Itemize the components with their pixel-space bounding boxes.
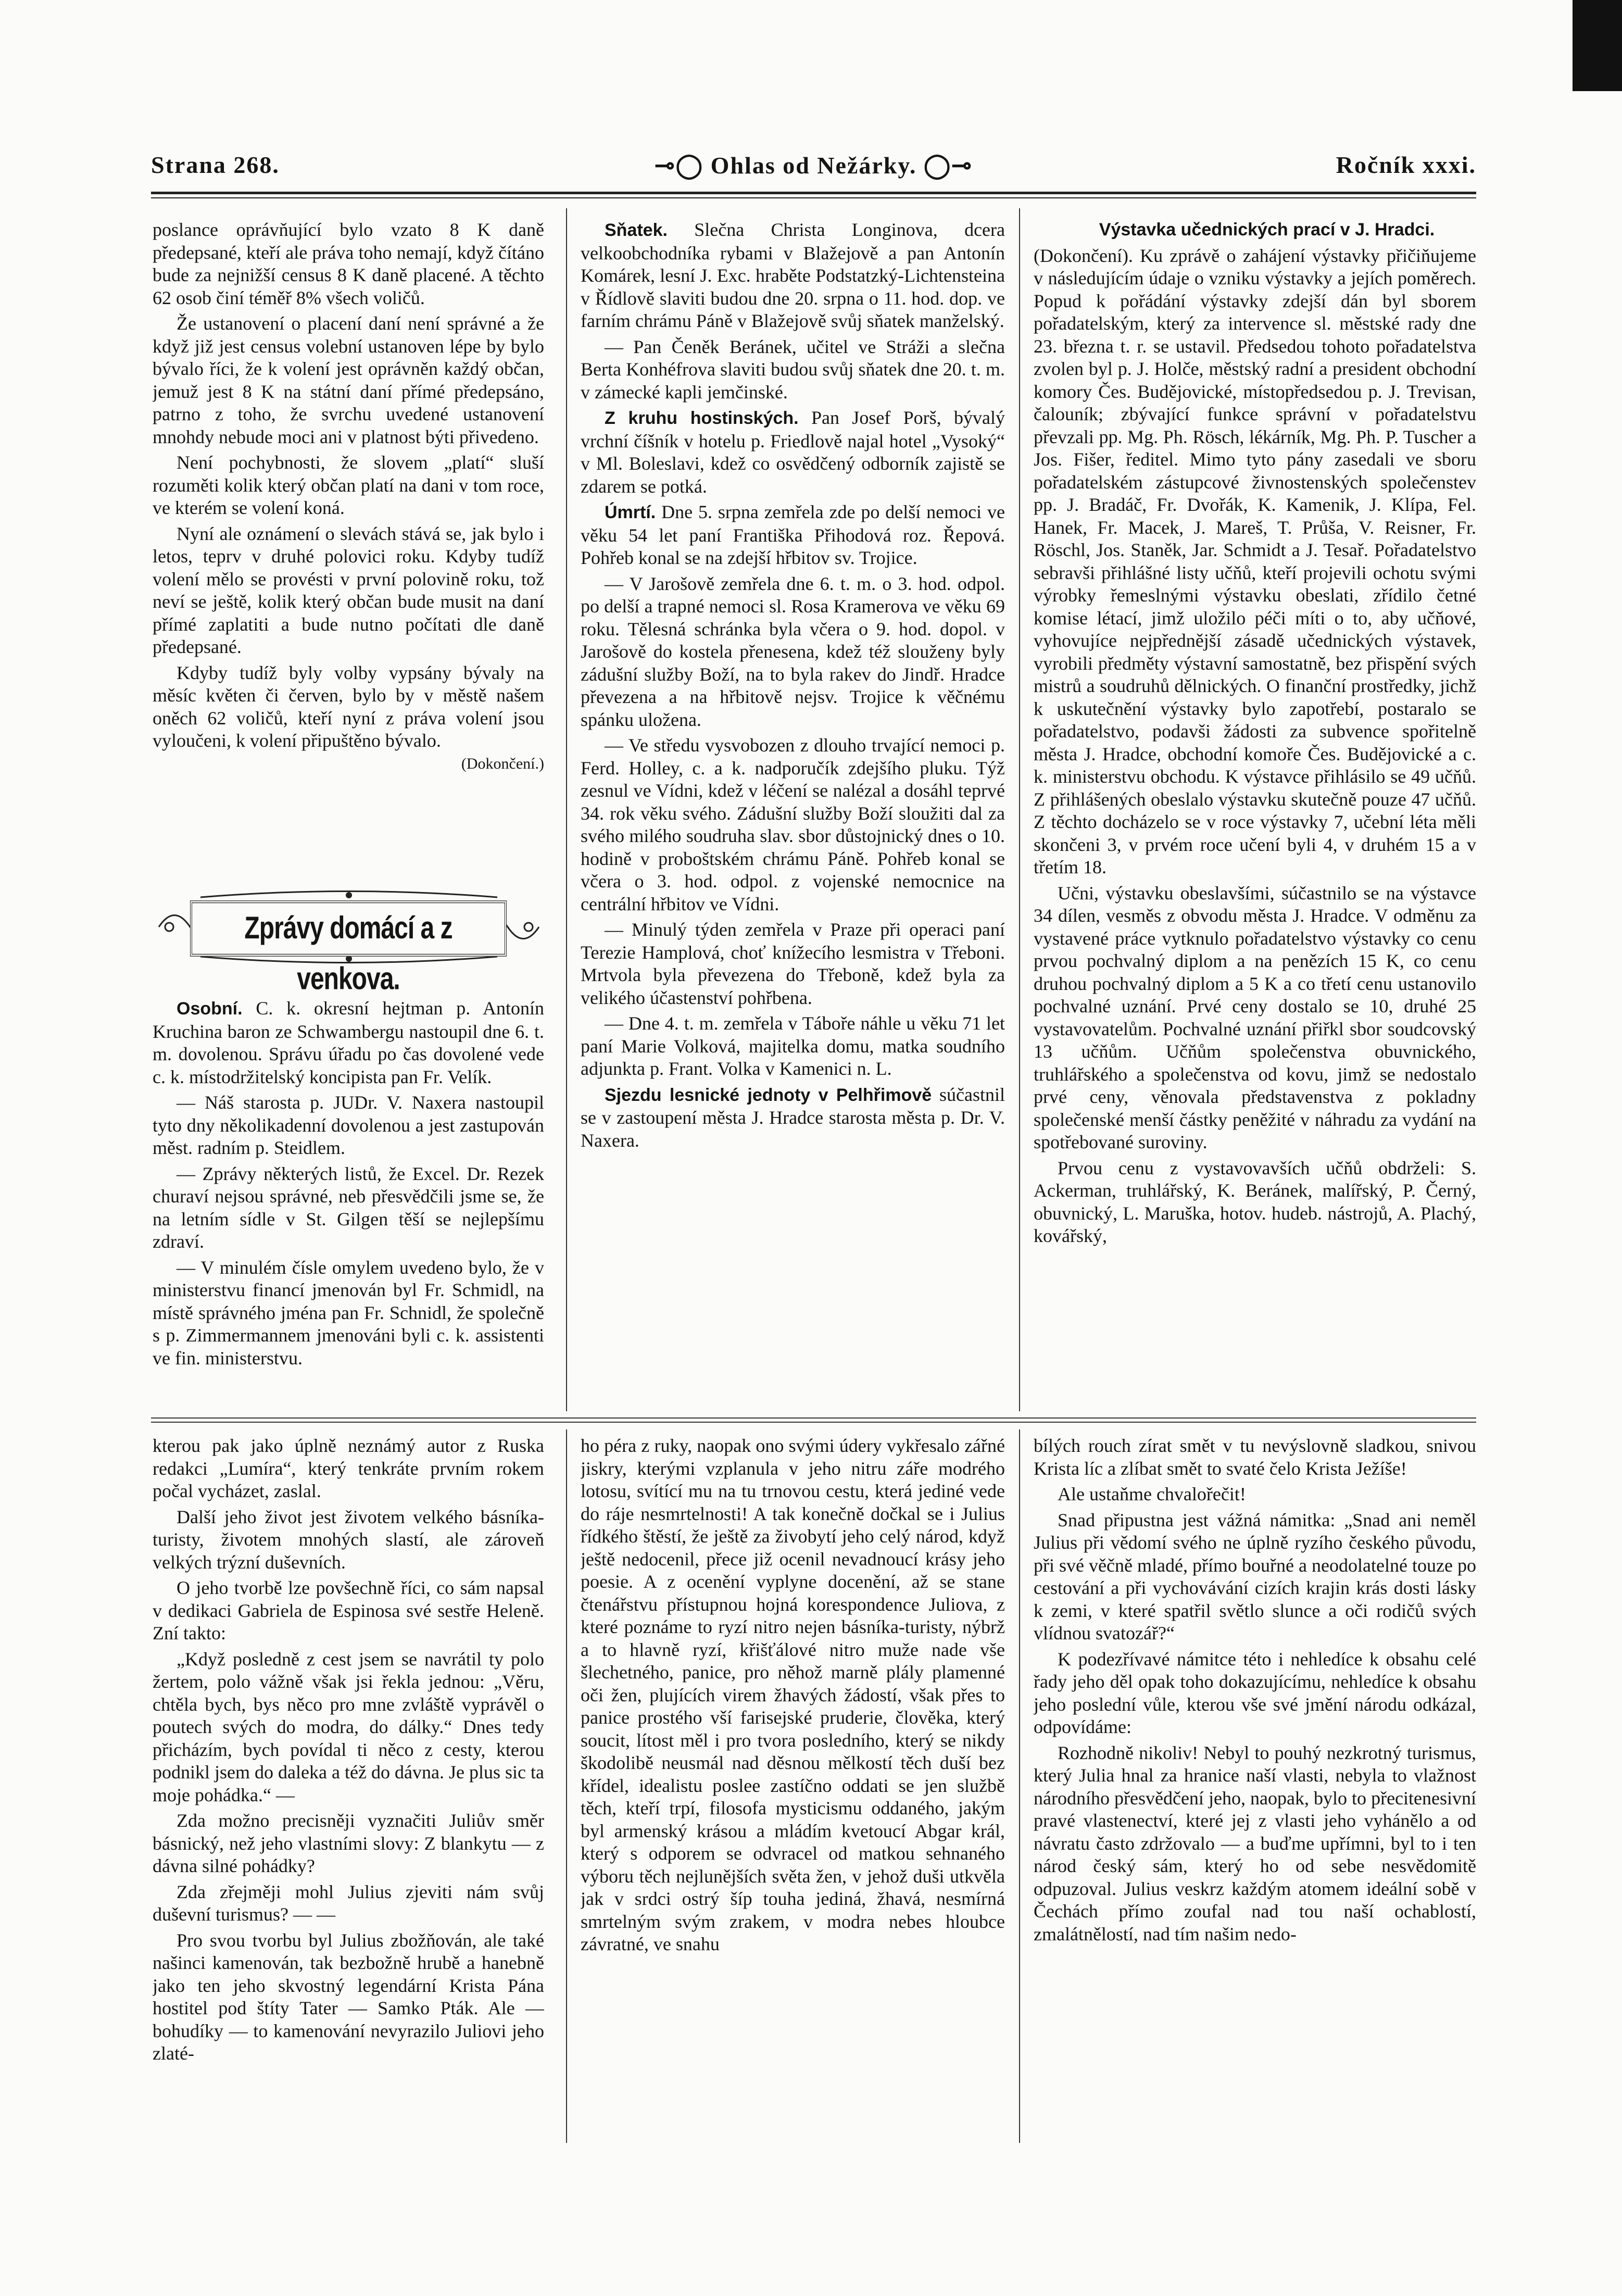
section-divider — [151, 1422, 1476, 1423]
news-item — [581, 1084, 1005, 1152]
article-paragraph: O jeho tvorbě lze povšechně říci, co sám napsal v dedikaci Gabriela de Espinosa své sestře Heleně. Zní takto: — [153, 1577, 544, 1643]
header-rule-thin — [151, 197, 1476, 198]
column-separator — [1019, 208, 1020, 1411]
article-paragraph: Zda možno precisněji vyznačiti Juliův směr básnický, než jeho vlastními slovy: Z blankytu — z dávna silné pohádky? — [153, 1810, 544, 1876]
column-3 — [1034, 219, 1476, 1401]
continued-note: (Dokončení.) — [461, 755, 544, 772]
article-paragraph: poslance oprávňující bylo vzato 8 K daně předepsané, kteří ale práva toho nemají, když čítáno bude za nejnižší census 8 K daně placené. A těchto 62 osob činí téměř 8% všech voličů. — [153, 219, 544, 308]
news-lead: Sňatek. — [605, 220, 668, 240]
news-item — [581, 219, 1005, 333]
news-lead: Úmrtí. — [605, 503, 656, 522]
article-paragraph: Rozhodně nikoliv! Nebyl to pouhý nezkrotný turismus, který Julia hnal za hranice naší vlasti, nebyla to vlažnost národního přesvědčení jeho, naopak, bylo to přecitenesivní pravé vlastenectví, které jej z vlasti jeho vyhánělo a od návratu často zdržovalo — a buďme upřímni, byl to i ten národ český sám, který ho od sebe nesvědomitě odpuzoval. Julius veskrz každým atomem ideální sobě v Čechách přímo zoufal nad tou naší ochablostí, zmalátnělostí, nad tím našim nedo- — [1034, 1742, 1476, 1944]
article-paragraph: Další jeho život jest životem velkého básníka-turisty, životem mnohých slastí, ale zároveň velkých trýzní duševních. — [153, 1506, 544, 1573]
article-paragraph: Není pochybnosti, že slovem „platí“ sluší rozuměti kolik který občan platí na dani v tom roce, ve kterém se volení koná. — [153, 452, 544, 518]
scan-edge — [1573, 0, 1622, 91]
header-rule — [151, 192, 1476, 194]
article-paragraph: Zda zřejměji mohl Julius zjeviti nám svůj duševní turismus? — — — [153, 1881, 544, 1925]
volume-number: Ročník xxxi. — [1336, 152, 1476, 178]
article-paragraph: Snad připustna jest vážná námitka: „Snad ani neměl Julius při vědomí svého ne úplně ryzího českého původu, při své věčně mladé, přímo bouřné a neodolatelné touze po cestování a při vychovávání cizích krajin krás dosti lásky k zemi, v které spatřil světlo slunce a oči rodičů svých vlídnou svatozář?“ — [1034, 1509, 1476, 1643]
news-item: — Dne 4. t. m. zemřela v Táboře náhle u věku 71 let paní Marie Volková, majitelka domu, matka soudního adjunkta p. Frant. Volka v Kamenici n. L. — [581, 1013, 1005, 1079]
column-separator — [1019, 1429, 1020, 2143]
article-paragraph: Ale ustaňme chvalořečit! — [1058, 1484, 1246, 1504]
column-2 — [581, 219, 1005, 1401]
section-divider — [151, 1417, 1476, 1419]
article-paragraph: Prvou cenu z vystavovavších učňů obdrželi: S. Ackerman, truhlářský, K. Beránek, malířský, P. Černý, obuvnický, L. Maruška, hotov. hudeb. nástrojů, A. Plachý, kovářský, — [1034, 1157, 1476, 1246]
column-1-top — [153, 219, 544, 870]
news-text: Slečna Christa Longinova, dcera velkoobchodníka rybami v Blažejově a pan Antonín Komárek, lesní J. Exc. hraběte Podstatzký-Lichtensteina v Řídlově slaviti budou dne 20. srpna o 11. hod. dop. ve farním chrámu Páně v Blažejově svůj sňatek manželský. — [581, 219, 1005, 331]
news-item: — Pan Čeněk Beránek, učitel ve Stráži a slečna Berta Konhéfrova slaviti budou svůj sňatek dne 20. t. m. v zámecké kapli jemčinské. — [581, 336, 1005, 403]
article-paragraph: Pro svou tvorbu byl Julius zbožňován, ale také našinci kamenován, tak bezbožně hrubě a hanebně jako ten jeho skvostný legendární Krista Pána hostitel pod štíty Tater — Samko Pták. Ale — bohudíky — to kamenování nevyrazilo Juliovi jeho zlaté- — [153, 1929, 544, 2064]
news-text: Pan Josef Porš, bývalý vrchní číšník v hotelu p. Friedlově najal hotel „Vysoký“ v Ml. Boleslavi, kdež co osvědčený odborník zajistě se zdarem se potká. — [581, 407, 1005, 497]
article-paragraph: Že ustanovení o placení daní není správné a že když již jest census volební ustanoven lépe by bylo bývalo říci, že k volení jest oprávněn každý občan, jemuž jest 8 K na státní daní přímé předepsáno, patrno z toho, že svrchu uvedené ustanovení mnohdy nebude moci ani v platnost býti přivedeno. — [153, 313, 544, 447]
column-6 — [1034, 1435, 1476, 2143]
banner-title: Zprávy domácí a z venkova. — [190, 900, 507, 957]
news-item — [153, 997, 544, 1088]
newspaper-title-text: Ohlas od Nežárky. — [710, 152, 917, 179]
article-paragraph: bílých rouch zírat smět v tu nevýslovně sladkou, snivou Krista líc a zlíbat smět to svaté čelo Krista Ježíše! — [1034, 1435, 1476, 1479]
news-text: C. k. okresní hejtman p. Antonín Kruchina baron ze Schwambergu nastoupil dne 6. t. m. dovolenou. Správu úřadu po čas dovolené vede c. k. místodržitelský koncipista pan Fr. Velík. — [153, 998, 544, 1087]
news-item: — Ve středu vysvobozen z dlouho trvající nemoci p. Ferd. Holley, c. a k. nadporučík zdejšího pluku. Týž zesnul ve Vídni, kdež v léčení se nalézal a dosáhl teprvé 34. rok věku svého. Zádušní služby Boží sloužiti dal za svého milého soudruha slav. sbor důstojnický dnes o 10. hodině v proboštském chrámu Páně. Pohřeb konal se včera o 3. hod. odpol. z vojenské nemocnice na centrální hřbitov ve Vídni. — [581, 735, 1005, 914]
news-item: — Minulý týden zemřela v Praze při operaci paní Terezie Hamplová, choť knížecího lesmistra v Třeboni. Mrtvola byla převezena do Třeboně, kdež byla za velikého účastenství pohřbena. — [581, 919, 1005, 1008]
article-paragraph: (Dokončení). Ku zprávě o zahájení výstavky přičiňujeme v následujícím údaje o vzniku výstavky a jejích poměrech. Popud k pořádání výstavky zdejší dán byl sborem pořadatelským, který za intervence sl. městské rady dne 23. března t. r. se ustavil. Předsedou tohoto pořadatelstva zvolen byl p. J. Holče, městský radní a president obchodní komory Čes. Budějovické, místopředsedou p. J. Trevisan, čalouník; zbývající funkce správní v pořadatelstvu převzali pp. Mg. Ph. Rösch, lékárník, Mg. Ph. P. Tuscher a Jos. Fišer, ředitel. Mimo tyto pány zasedali ve sboru pořadatelském zástupcové živnostenských společenstev pp. J. Bradáč, Fr. Dvořák, K. Kamenik, J. Klípa, Fel. Hanek, Fr. Macek, J. Mareš, T. Průša, V. Reisner, Fr. Röschl, Jos. Staněk, Jar. Schmidt a J. Tesař. Pořadatelstvo sebravši přihlášné listy učňů, kteří projevili ochotu svými výrobky řemeslnými výstavku obeslati, zřídilo četné komise létací, jimž uložilo péči míti o to, aby učňové, vyhovujíce nejpřednější zásadě učednických výstavek, vyrobili předměty výstavní samostatně, bez přispění svých mistrů a soudruhů dělnických. O finanční prostředky, jichž k uskutečnění výstavky bylo zapotřebí, postaralo se pořadatelstvo, podavši žádosti za subvence spořitelně města J. Hradce, obchodní komoře Čes. Budějovické a c. k. ministerstvu obchodu. K výstavce přihlásilo se 49 učňů. Z přihlášených obeslalo výstavku skutečně pouze 47 učňů. Z těchto docházelo se v roce výstavky 7, učební léta měli skončeni 3, v prvém roce učení byli 4, v druhém 15 a v třetím 18. — [1034, 245, 1476, 877]
newspaper-title: ⊸◯ Ohlas od Nežárky. ◯⊸ — [655, 152, 973, 179]
column-4 — [153, 1435, 544, 2143]
news-lead: Sjezdu lesnické jednoty v Pelhřimově — [605, 1085, 932, 1105]
news-lead: Osobní. — [177, 999, 243, 1019]
news-item: — V minulém čísle omylem uvedeno bylo, že v ministerstvu financí jmenován byl Fr. Schmidl, na místě správného jména pan Fr. Schnidl, že společně s p. Zimmermannem jmenováni byli c. k. assistenti ve fin. ministerstvu. — [153, 1257, 544, 1369]
page-number: Strana 268. — [151, 152, 280, 178]
section-banner — [154, 888, 544, 996]
news-item: — Náš starosta p. JUDr. V. Naxera nastoupil tyto dny několikadenní dovolenou a jest zastupován měst. radním p. Steidlem. — [153, 1092, 544, 1158]
news-lead: Z kruhu hostinských. — [605, 408, 799, 428]
article-paragraph: kterou pak jako úplně neznámý autor z Ruska redakci „Lumíra“, který tenkráte prvním rokem počal vycházet, zaslal. — [153, 1435, 544, 1501]
news-item: — Zprávy některých listů, že Excel. Dr. Rezek churaví nejsou správné, neb přesvědčili jsme se, že na letním sídle v St. Gilgen těší se nejlepšímu zdraví. — [153, 1163, 544, 1252]
news-item: — V Jarošově zemřela dne 6. t. m. o 3. hod. odpol. po delší a trapné nemoci sl. Rosa Kramerova ve věku 69 roku. Tělesná schránka byla včera o 9. hod. dopol. v Jarošově do kostela přenesena, kdež též slouženy byly zádušní služby Boží, na to byla rakev do Jindř. Hradce převezena a na hřbitově nejsv. Trojice k věčnému spánku uložena. — [581, 573, 1005, 730]
column-separator — [566, 1429, 567, 2143]
news-item — [581, 501, 1005, 570]
page-header — [151, 151, 1476, 187]
column-5 — [581, 1435, 1005, 2143]
article-paragraph — [153, 662, 544, 772]
article-title: Výstavka učednických prací v J. Hradci. — [1099, 220, 1435, 240]
article-paragraph: Nyní ale oznámení o slevách stává se, jak bylo i letos, teprv v druhé polovici roku. Kdyby tudíž volení mělo se provésti v první polovině roku, tož neví se ještě, kolik který občan bude musit na daní přímé zaplatiti a bude nutno počítati dle daně předepsané. — [153, 523, 544, 657]
column-separator — [566, 208, 567, 1411]
column-1-bottom — [153, 997, 544, 1393]
article-paragraph: „Když posledně z cest jsem se navrátil ty polo žertem, polo vážně však jsi řekla jednou: „Věru, chtěla bych, bys něco pro mne zvláště vyprávěl o poutech svých do modra, do dálky.“ Dnes tedy přicházím, bych povídal ti něco z cesty, kterou podnikl jsem do daleka a též do dávna. Je plus sic ta moje pohádka.“ — — [153, 1648, 544, 1805]
article-paragraph: K podezřívavé námitce této i nehledíce k obsahu celé řady jeho děl opak toho dokazujícímu, nehledíce k obsahu jeho poslední vůle, kterou vše své jmění národu odkázal, odpovídáme: — [1034, 1648, 1476, 1737]
article-paragraph: Učni, výstavku obeslavšími, súčastnilo se na výstavce 34 dílen, vesměs z obvodu města J. Hradce. V odměnu za vystavené práce vytknulo pořadatelstvo výstavky co cenu prvou pochvalný diplom a na penězích 15 K, co cenu druhou pochvalný diplom a 5 K a co třetí cenu ustanovilo pochvalné uznání. Prvé ceny dostalo se 10, druhé 25 vystavovatelům. Pochvalné uznání přiřkl sbor soudcovský 13 učňům. Učňům společenstva obuvnického, truhlářského a společenstva od kovu, jimž se nedostalo prvé ceny, věnovala představenstva z pokladny společenské menší částky peněžité v náhradu za vydání na spotřebované suroviny. — [1034, 882, 1476, 1152]
news-text: Dne 5. srpna zemřela zde po delší nemoci ve věku 54 let paní Františka Přihodová roz. Řepová. Pohřeb konal se na zdejší hřbitov sv. Trojice. — [581, 501, 1005, 568]
article-paragraph: ho péra z ruky, naopak ono svými údery vykřesalo zářné jiskry, kterými vzplanula v jeho nitru záře modrého lotosu, svítící mu na tu trnovou cestu, která jediné vede do ráje nesmrtelnosti! A tak konečně dočkal se i Julius řídkého štěstí, že ještě za živobytí jeho celý národ, když ještě nedocenil, přece již ocenil nevadnoucí krásy jeho poesie. A z ocenění vyplyne docenění, až se stane čtenářstvu přístupnou hojná korespondence Juliova, z které poznáme to ryzí nitro nejen básníka-turisty, nýbrž a to hlavně ryzí, křišťálové nitro muže nade vše šlechetného, panice, pro něhož marně plály plamenné oči žen, plujících virem žhavých žádostí, však přes to panice prostého vší farisejské pruderie, člověka, který soucit, lítost měl i pro tvora posledního, který se nikdy škodolibě neusmál nad děsnou mělkostí těch duší bez křídel, idealistu poslee zastíčno oddati se jen službě těch, kteří trpí, filosofa mysticismu oddaného, jakým byl armenský krásou a mládím kvetoucí Abgar král, který s odporem se odvracel od matkou sehnaného výboru těch nejlunějších světa žen, v jehož duši utkvěla jak v srdci ostrý šíp touha jediná, žhavá, nesmírná smrtelným svým zrakem, v modra nebes hloubce závratné, ve snahu — [581, 1435, 1005, 1954]
article-text: Kdyby tudíž byly volby vypsány bývaly na měsíc květen či červen, bylo by v městě našem oněch 62 voličů, kteří nyní z práva volení jsou vyloučeni, k volení připuštěno bývalo. — [153, 662, 544, 751]
news-text: súčastnil se v zastoupení města J. Hradce starosta města p. Dr. V. Naxera. — [581, 1084, 1005, 1151]
news-item — [581, 407, 1005, 498]
